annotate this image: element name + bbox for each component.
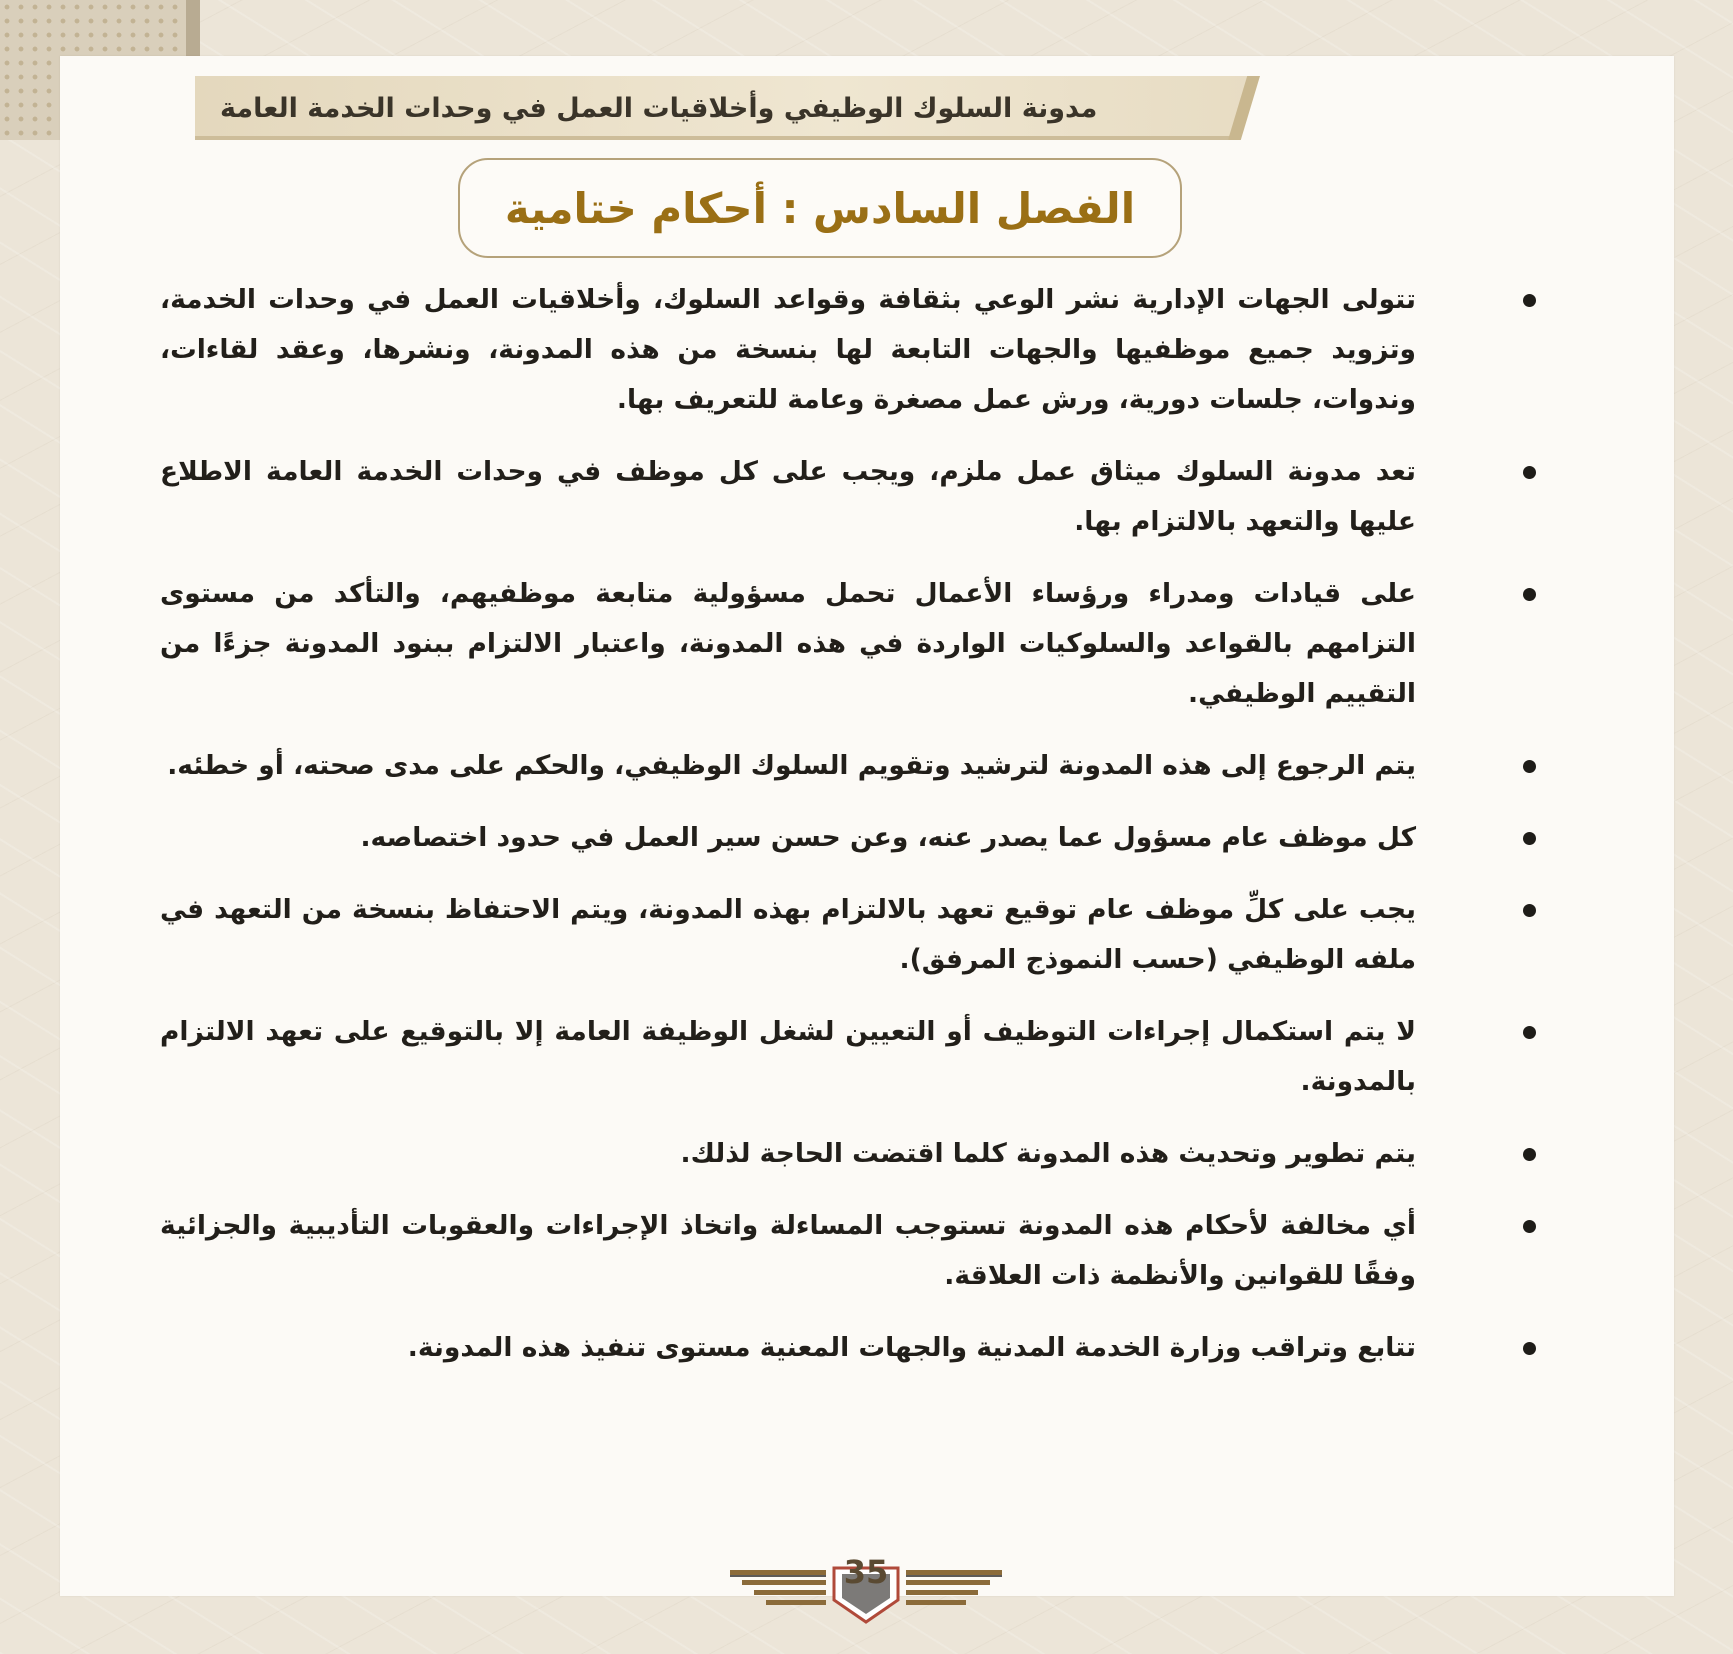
list-item (160, 447, 1480, 547)
bullet-icon (1523, 466, 1536, 479)
list-item-text: أي مخالفة لأحكام هذه المدونة تستوجب المساءلة واتخاذ الإجراءات والعقوبات التأديبية والجزائية وفقًا للقوانين والأنظمة ذات العلاقة. (160, 1210, 1416, 1291)
list-item-text: تتولى الجهات الإدارية نشر الوعي بثقافة وقواعد السلوك، وأخلاقيات العمل في وحدات الخدمة، وتزويد جميع موظفيها والجهات التابعة لها بنسخة من هذه المدونة، ونشرها، وعقد لقاءات، وندوات، جلسات دورية، ورش عمل مصغرة وعامة للتعريف بها. (160, 284, 1416, 415)
list-item (160, 1129, 1480, 1179)
list-item (160, 885, 1480, 985)
list-item-text: تعد مدونة السلوك ميثاق عمل ملزم، ويجب على كل موظف في وحدات الخدمة العامة الاطلاع عليها والتعهد بالالتزام بها. (160, 456, 1416, 537)
list-item-text: لا يتم استكمال إجراءات التوظيف أو التعيين لشغل الوظيفة العامة إلا بالتوقيع على تعهد الالتزام بالمدونة. (160, 1016, 1416, 1097)
chapter-heading-box (458, 158, 1182, 258)
list-item (160, 1007, 1480, 1107)
bullet-icon (1523, 1026, 1536, 1039)
bullet-icon (1523, 588, 1536, 601)
list-item (160, 569, 1480, 719)
list-item (160, 1201, 1480, 1301)
list-item (160, 1323, 1480, 1373)
provisions-list (160, 275, 1480, 1395)
list-item-text: يتم تطوير وتحديث هذه المدونة كلما اقتضت الحاجة لذلك. (680, 1138, 1416, 1169)
bullet-icon (1523, 904, 1536, 917)
bullet-icon (1523, 1342, 1536, 1355)
bullet-icon (1523, 1148, 1536, 1161)
list-item-text: تتابع وتراقب وزارة الخدمة المدنية والجهات المعنية مستوى تنفيذ هذه المدونة. (407, 1332, 1416, 1363)
list-item-text: يتم الرجوع إلى هذه المدونة لترشيد وتقويم السلوك الوظيفي، والحكم على مدى صحته، أو خطئه. (167, 750, 1416, 781)
bullet-icon (1523, 1220, 1536, 1233)
bullet-icon (1523, 760, 1536, 773)
page-number: 35 (843, 1553, 889, 1591)
list-item (160, 813, 1480, 863)
bullet-icon (1523, 832, 1536, 845)
chapter-title: الفصل السادس : أحكام ختامية (504, 183, 1136, 233)
bullet-icon (1523, 294, 1536, 307)
list-item-text: على قيادات ومدراء ورؤساء الأعمال تحمل مسؤولية متابعة موظفيهم، والتأكد من مستوى التزامهم بالقواعد والسلوكيات الواردة في هذه المدونة، واعتبار الالتزام ببنود المدونة جزءًا من التقييم الوظيفي. (160, 578, 1416, 709)
list-item (160, 741, 1480, 791)
list-item-text: يجب على كلِّ موظف عام توقيع تعهد بالالتزام بهذه المدونة، ويتم الاحتفاظ بنسخة من التعهد في ملفه الوظيفي (حسب النموذج المرفق). (160, 894, 1416, 975)
list-item (160, 275, 1480, 425)
list-item-text: كل موظف عام مسؤول عما يصدر عنه، وعن حسن سير العمل في حدود اختصاصه. (360, 822, 1416, 853)
document-header-title: مدونة السلوك الوظيفي وأخلاقيات العمل في وحدات الخدمة العامة (220, 92, 1098, 124)
